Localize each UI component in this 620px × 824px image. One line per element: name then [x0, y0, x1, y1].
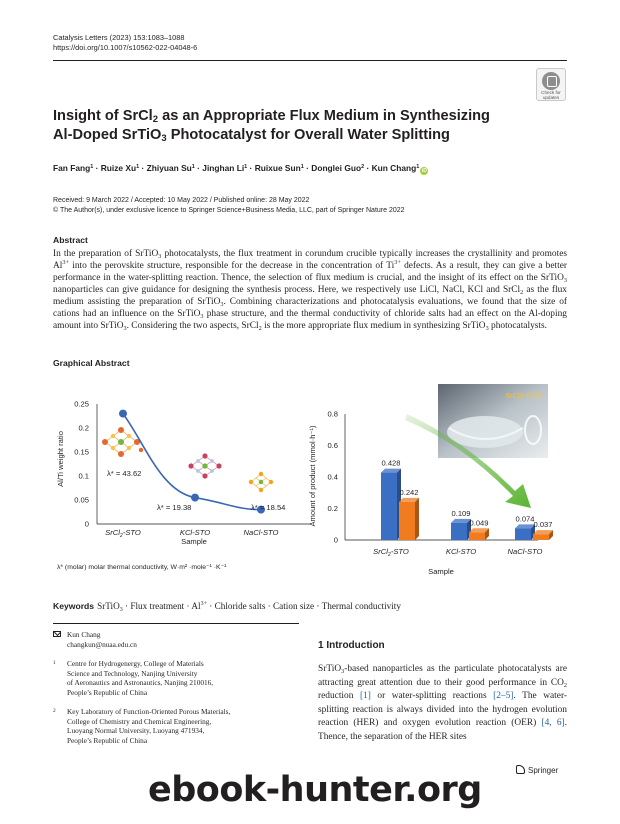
y-tick-label: 0: [333, 535, 338, 545]
citation-link[interactable]: [1]: [359, 691, 371, 702]
y-tick-label: 0.2: [78, 423, 89, 433]
abstract-heading: Abstract: [53, 235, 88, 245]
citation-link[interactable]: [4, 6]: [541, 718, 565, 729]
publication-dates: [53, 196, 405, 215]
badge-line-2: updates: [542, 95, 560, 100]
thermal-conductivity-footnote: λ* (molar) molar thermal conductivity, W·m² ·mole⁻¹ ·K⁻¹: [57, 564, 227, 571]
annotation-nacl: λ* = 18.54: [251, 503, 286, 512]
crystal-structure-srcl2: [102, 427, 143, 457]
crystal-structure-kcl: [188, 453, 221, 478]
author[interactable]: Donglei Guo$^2$: [311, 163, 365, 173]
x-axis-label: Sample: [181, 537, 207, 546]
x-tick-label: NaCl-STO: [243, 528, 279, 537]
y-tick-label: 0.05: [74, 495, 89, 505]
x-tick-label: KCl-STO: [445, 547, 477, 556]
y-axis-label: Al/Ti weight ratio: [56, 431, 65, 487]
keywords-label: Keywords: [53, 601, 95, 611]
abstract-text: In the preparation of SrTiO$_3$ photocatalysts, the flux treatment in corundum crucible typically increases the crystallinity and promotes $Al^{3+}$ into the perovskite structure, responsible for the decrease in the concentration of $Ti^{3+}$ defects. As a result, they can give a better performance in the water-splitting reaction. Thence, the selection of flux medium is crucial, and the insight of its effect on the SrTiO$_3$ nanoparticles can give guidance for designing the synthesis process. Here, we respectively use LiCl, NaCl, KCl and SrCl$_2$ as the flux medium assisting the preparation of SrTiO$_3$. Combining characterizations and photocatalysis evaluations, we found that the size of cations had an influence on the SrTiO$_3$ phase structure, and the thermal conductivity of chloride salts had an effect on the Al-doping amount into SrTiO$_3$. Considering the two aspects, SrCl$_2$ is the more appropriate flux medium in synthesizing SrTiO$_3$ photocatalysts.: [53, 249, 568, 333]
x-tick-label: NaCl-STO: [507, 547, 543, 556]
introduction-heading: 1 Introduction: [318, 640, 385, 651]
dates-line: Received: 9 March 2022 / Accepted: 10 May 2022 / Published online: 28 May 2022: [53, 197, 310, 204]
check-for-updates-icon: [542, 72, 560, 90]
journal-citation: Catalysis Letters (2023) 153:1083–1088: [53, 33, 185, 42]
y-tick-label: 0.2: [327, 504, 338, 514]
corresponding-author: [53, 630, 299, 649]
springer-horse-icon: [516, 765, 525, 774]
sample-photo: [438, 384, 548, 458]
affiliation-1: 1 Centre for Hydrogenergy, College of Materials Science and Technology, Nanjing University of Aeronautics and Astronautics, Nanjing 210016, People’s Republic of China: [53, 659, 214, 697]
data-label: 0.109: [451, 508, 471, 518]
keywords: Keywords SrTiO$_3$ · Flux treatment · $Al^{3+}$ · Chloride salts · Cation size · Thermal conductivity: [53, 601, 401, 613]
author[interactable]: Ruize Xu$^1$: [100, 163, 140, 173]
bar: [381, 469, 401, 540]
data-label: 0.037: [533, 520, 553, 530]
x-tick-label: SrCl$_2$-STO: [105, 528, 141, 539]
data-label: 0.242: [399, 487, 419, 497]
graphical-abstract-heading: Graphical Abstract: [53, 358, 130, 368]
crystal-structure-nacl: [249, 472, 273, 492]
author[interactable]: Jinghan Li$^1$: [202, 163, 248, 173]
corr-email[interactable]: changkun@nuaa.edu.cn: [67, 639, 137, 649]
author[interactable]: Kun Chang$^1$: [371, 163, 420, 173]
bar: [469, 528, 489, 540]
check-for-updates-badge[interactable]: [536, 68, 566, 101]
citation-link[interactable]: [2–5]: [493, 691, 514, 702]
y-tick-label: 0.6: [327, 441, 338, 451]
badge-line-1: Check for: [541, 90, 561, 95]
data-point: [119, 410, 127, 418]
envelope-icon: [53, 631, 61, 637]
graphical-abstract-figure: [53, 378, 567, 583]
bar: [399, 498, 419, 540]
photo-label: SrCl2-STO: [505, 391, 542, 400]
author[interactable]: Zhiyuan Su$^1$: [146, 163, 195, 173]
data-label: 0.074: [515, 514, 535, 524]
al-ti-ratio-chart: [56, 400, 311, 546]
article-title: Insight of SrCl$_2$ as an Appropriate Flux Medium in Synthesizing Al-Doped SrTiO$_3$ Photocatalyst for Overall Water Splitting: [53, 108, 490, 144]
y-tick-label: 0: [84, 519, 89, 529]
y-tick-label: 0.1: [78, 471, 89, 481]
x-tick-label: SrCl$_2$-STO: [373, 547, 409, 558]
x-tick-label: KCl-STO: [179, 528, 211, 537]
footnote-rule: [53, 623, 299, 624]
data-point: [191, 494, 199, 502]
orcid-icon[interactable]: iD: [421, 168, 427, 174]
annotation-srcl2: λ* = 43.62: [107, 469, 142, 478]
publisher-logo: Springer: [516, 765, 558, 775]
corr-name: Kun Chang: [67, 630, 101, 639]
watermark: ebook-hunter.org: [148, 770, 482, 810]
author[interactable]: Fan Fang$^1$: [53, 163, 94, 173]
y-tick-label: 0.8: [327, 409, 338, 419]
header-rule: [53, 60, 567, 61]
introduction-text: SrTiO$_3$-based nanoparticles as the particulate photocatalysts are attracting great attention due to their good performance in $CO_2$ reduction [1] or water-splitting reactions [2–5]. The water-splitting reaction is always divided into the hydrogen evolution reaction (HER) and oxygen evolution reaction (OER) [4, 6]. Thence, the separation of the HER sites: [318, 664, 567, 742]
doi-link[interactable]: https://doi.org/10.1007/s10562-022-04048-6: [53, 43, 198, 52]
data-label: 0.049: [469, 518, 489, 528]
bar: [451, 519, 471, 540]
copyright-line: © The Author(s), under exclusive licence to Springer Science+Business Media, LLC, part of Springer Nature 2022: [53, 206, 405, 214]
author-list: Fan Fang$^1$ · Ruize $Xu^1$ · Zhiyuan $Su^1$ · Jinghan $Li^1$ · Ruixue Sun$^1$ · Donglei Guo$^2$ · Kun Chang$^1$iD: [53, 163, 427, 174]
author[interactable]: Ruixue Sun$^1$: [254, 163, 304, 173]
y-tick-label: 0.4: [327, 472, 338, 482]
product-amount-chart: [308, 384, 553, 576]
bar: [515, 524, 535, 540]
data-label: 0.428: [381, 458, 401, 468]
annotation-kcl: λ* = 19.38: [157, 503, 192, 512]
y-axis-label: Amount of product (mmol·h⁻¹): [308, 425, 317, 527]
affiliation-2: 2 Key Laboratory of Function-Oriented Porous Materials, College of Chemistry and Chemical Engineering, Luoyang Normal University, Luoyang 471934, People’s Republic of China: [53, 707, 231, 745]
x-axis-label: Sample: [428, 567, 454, 576]
y-tick-label: 0.15: [74, 447, 89, 457]
bar: [533, 530, 553, 540]
y-tick-label: 0.25: [74, 399, 89, 409]
